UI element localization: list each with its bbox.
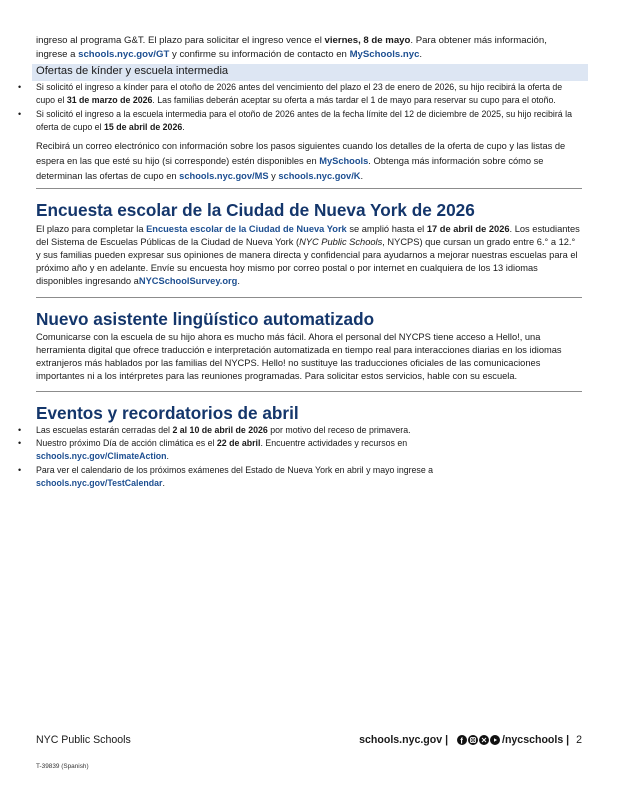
document-id: T-39839 (Spanish) bbox=[36, 763, 89, 770]
intro-text: ingrese a bbox=[36, 49, 79, 60]
list-text: Si solicitó el ingreso a kínder para el otoño de 2026 antes del vencimiento del plazo el 23 de enero de 2026, su hijo recibirá la oferta de cupo el bbox=[36, 82, 563, 105]
list-text: Para ver el calendario de los próximos exámenes del Estado de Nueva York en abril y mayo ingrese a bbox=[36, 465, 434, 476]
gt-link[interactable]: schools.nyc.gov/GT bbox=[78, 49, 170, 60]
survey-site-link[interactable]: NYCSchoolSurvey.org bbox=[138, 276, 238, 287]
page-content bbox=[36, 34, 582, 489]
page-number: 2 bbox=[576, 734, 582, 746]
intro-paragraph bbox=[36, 34, 582, 62]
list-text: . bbox=[162, 477, 165, 488]
intro-text: . bbox=[419, 49, 423, 60]
list-text: Nuestro próximo Día de acción climática es el bbox=[36, 437, 217, 448]
survey-date: 17 de abril de 2026 bbox=[426, 224, 510, 235]
para-text: , NYCPS) que cursan un grado entre 6.° a 12.° y sus familias pueden expresar sus opiniones de manera directa y confidencial para ayudarnos a mejorar nuestras escuelas para el próximo año y en adelante. Envíe su encuesta hoy mismo por correo postal o por internet en cualquiera de los 13 idiomas disponibles ingresando a bbox=[36, 237, 578, 287]
intro-text: . Para obtener más información, bbox=[410, 35, 547, 46]
facebook-icon[interactable] bbox=[457, 735, 467, 745]
intro-deadline: viernes, 8 de mayo bbox=[324, 35, 411, 46]
youtube-icon[interactable] bbox=[490, 735, 500, 745]
nyc-public-schools-italic: NYC Public Schools bbox=[299, 237, 383, 248]
ms-link[interactable]: schools.nyc.gov/MS bbox=[179, 171, 269, 182]
offers-paragraph bbox=[36, 139, 582, 184]
survey-heading: Encuesta escolar de la Ciudad de Nueva York de 2026 bbox=[36, 200, 475, 221]
para-text: Recibirá un correo electrónico con información sobre los pasos siguientes cuando los detalles de la oferta de cupo y las listas de espera en las que esté su hijo (si corresponde) estén disponibles en bbox=[36, 141, 566, 167]
svg-text:f: f bbox=[460, 736, 463, 745]
footer-separator: | bbox=[563, 734, 573, 746]
assistant-section bbox=[36, 308, 582, 383]
events-list bbox=[36, 424, 582, 489]
events-heading: Eventos y recordatorios de abril bbox=[36, 403, 299, 424]
list-date: 22 de abril bbox=[216, 437, 261, 448]
offers-list bbox=[36, 81, 582, 133]
footer-separator: | bbox=[442, 734, 451, 746]
para-text: se amplió hasta el bbox=[346, 224, 427, 235]
k-link[interactable]: schools.nyc.gov/K bbox=[278, 171, 361, 182]
list-item bbox=[36, 81, 582, 106]
instagram-icon[interactable] bbox=[468, 735, 478, 745]
para-text: y bbox=[268, 171, 279, 182]
survey-section bbox=[36, 199, 582, 288]
list-text: Las escuelas estarán cerradas del bbox=[36, 425, 173, 436]
list-item bbox=[36, 464, 582, 489]
page-footer bbox=[36, 734, 582, 748]
survey-paragraph bbox=[36, 223, 582, 288]
para-text: . Obtenga más información sobre cómo se determinan las ofertas de cupo en bbox=[36, 156, 544, 182]
footer-right bbox=[359, 734, 582, 746]
section-divider bbox=[36, 391, 582, 392]
list-text: por motivo del receso de primavera. bbox=[267, 425, 411, 436]
test-calendar-link[interactable]: schools.nyc.gov/TestCalendar bbox=[36, 477, 163, 488]
events-section bbox=[36, 402, 582, 489]
para-text: . bbox=[360, 171, 364, 182]
list-text: . bbox=[166, 450, 169, 461]
para-text: . bbox=[237, 276, 240, 287]
para-text: . Los estudiantes del Sistema de Escuelas Públicas de la Ciudad de Nueva York ( bbox=[36, 224, 580, 248]
climate-action-link[interactable]: schools.nyc.gov/ClimateAction bbox=[36, 450, 167, 461]
offers-band-heading: Ofertas de kínder y escuela intermedia bbox=[32, 64, 588, 81]
section-divider bbox=[36, 188, 582, 189]
assistant-heading: Nuevo asistente lingüístico automatizado bbox=[36, 309, 375, 330]
list-item bbox=[36, 108, 582, 133]
x-icon[interactable] bbox=[479, 735, 489, 745]
list-text: . Encuentre actividades y recursos en bbox=[260, 437, 408, 448]
survey-link[interactable]: Encuesta escolar de la Ciudad de Nueva York bbox=[146, 224, 347, 235]
para-text: El plazo para completar la bbox=[36, 224, 147, 235]
list-item bbox=[36, 437, 582, 462]
list-text: . Las familias deberán aceptar su oferta a más tardar el 1 de mayo para reservar su cupo para el otoño. bbox=[152, 94, 556, 105]
list-date: 31 de marzo de 2026 bbox=[66, 94, 153, 105]
list-date: 2 al 10 de abril de 2026 bbox=[172, 425, 268, 436]
intro-text: y confirme su información de contacto en bbox=[169, 49, 350, 60]
list-text: Si solicitó el ingreso a la escuela intermedia para el otoño de 2026 antes de la fecha límite del 12 de diciembre de 2025, su hijo recibirá la oferta de cupo el bbox=[36, 109, 572, 132]
footer-brand: NYC Public Schools bbox=[36, 734, 131, 746]
intro-text: ingreso al programa G&T. El plazo para solicitar el ingreso vence el bbox=[36, 35, 325, 46]
assistant-paragraph: Comunicarse con la escuela de su hijo ahora es mucho más fácil. Ahora el personal del NYCPS tiene acceso a Hello!, una herramienta digital que ofrece traducción e interpretación automatizada en tiempo real para interacciones diarias en los idiomas extranjeros más hablados por las familias del NYCPS. Hello! no sustituye las traducciones oficiales de las comunicaciones importantes ni a los intérpretes para las reuniones programadas. Para solicitar estos servicios, hable con su escuela. bbox=[36, 332, 562, 382]
myschools-link[interactable]: MySchools.nyc bbox=[349, 49, 420, 60]
list-date: 15 de abril de 2026 bbox=[103, 121, 183, 132]
list-text: . bbox=[182, 121, 185, 132]
footer-site-link[interactable]: schools.nyc.gov bbox=[359, 734, 443, 746]
section-divider bbox=[36, 297, 582, 298]
social-icons bbox=[457, 735, 500, 745]
list-item bbox=[36, 424, 582, 437]
footer-handle[interactable]: /nycschools bbox=[502, 734, 564, 746]
myschools-link[interactable]: MySchools bbox=[319, 156, 369, 167]
